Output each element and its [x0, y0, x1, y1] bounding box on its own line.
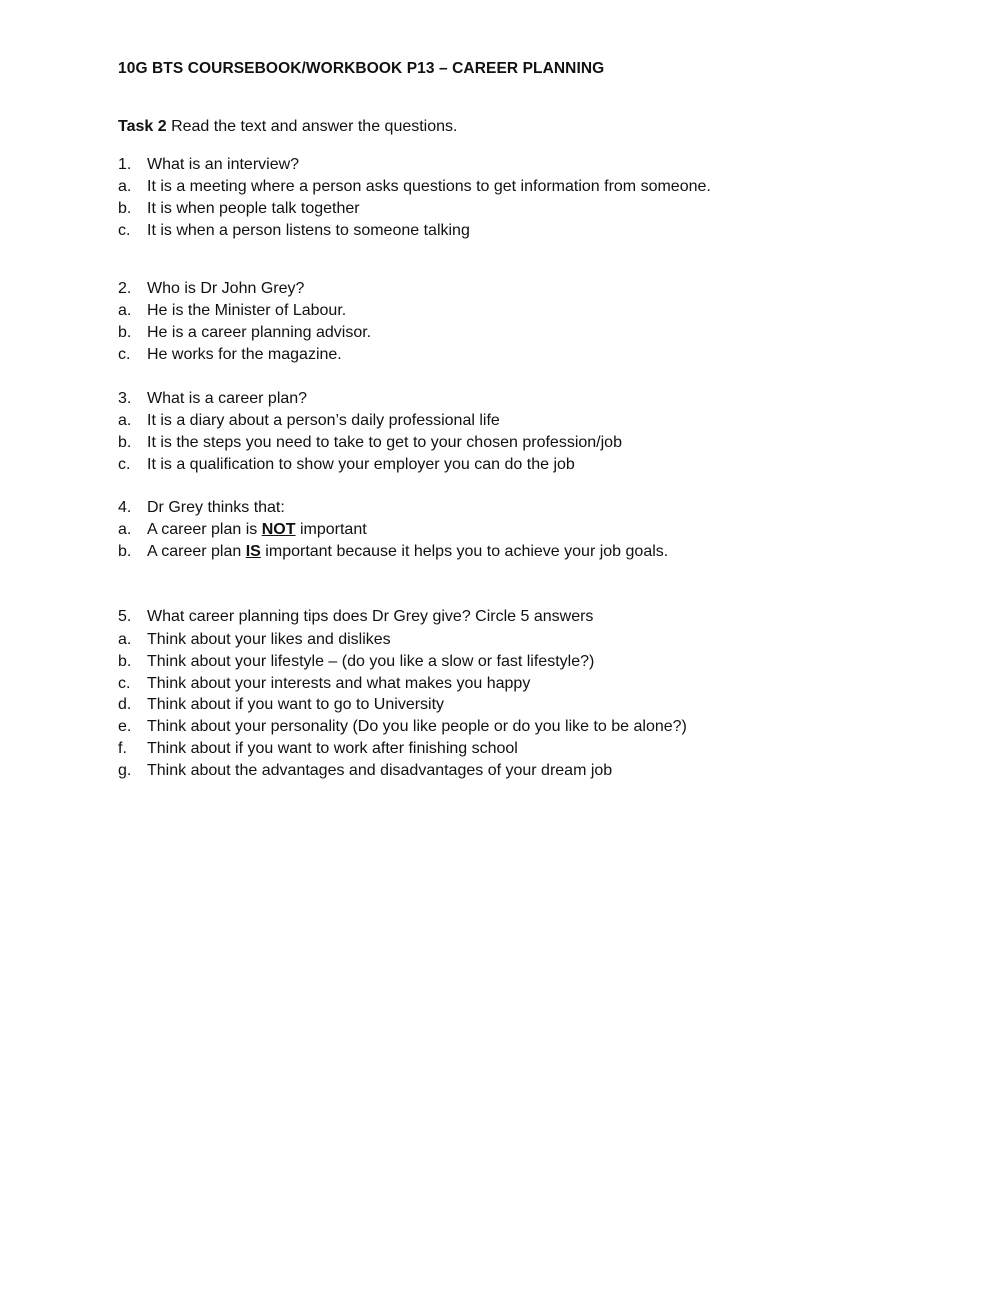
option-letter: a. — [118, 631, 132, 648]
option-letter: c. — [118, 222, 131, 239]
option-letter: b. — [118, 434, 132, 451]
option-text: Think about your lifestyle – (do you like a slow or fast lifestyle?) — [147, 653, 595, 670]
question-text: Who is Dr John Grey? — [147, 280, 305, 297]
option-text: It is a diary about a person’s daily professional life — [147, 412, 500, 429]
option-text-before: A career plan is — [147, 521, 262, 538]
option-letter: b. — [118, 543, 132, 560]
question-number: 5. — [118, 608, 132, 625]
question-text: What career planning tips does Dr Grey give? Circle 5 answers — [147, 608, 594, 625]
option-text: Think about the advantages and disadvantages of your dream job — [147, 762, 613, 779]
question-text: Dr Grey thinks that: — [147, 499, 285, 516]
option-letter: a. — [118, 178, 132, 195]
option-text: He is the Minister of Labour. — [147, 302, 347, 319]
option-letter: b. — [118, 324, 132, 341]
option-text — [147, 519, 367, 541]
option-text: Think about your interests and what makes you happy — [147, 675, 531, 692]
question-number: 4. — [118, 499, 132, 516]
option-text: It is a meeting where a person asks questions to get information from someone. — [147, 178, 711, 195]
option-letter: c. — [118, 456, 131, 473]
option-text: Think about if you want to work after finishing school — [147, 740, 518, 757]
option-text-after: important — [295, 521, 367, 538]
question-text: What is a career plan? — [147, 390, 308, 407]
question-number: 3. — [118, 390, 132, 407]
option-text: It is a qualification to show your employer you can do the job — [147, 456, 575, 473]
option-text — [147, 541, 668, 563]
question-number: 1. — [118, 156, 132, 173]
question-text: What is an interview? — [147, 156, 300, 173]
option-text: Think about your personality (Do you like people or do you like to be alone?) — [147, 718, 687, 735]
option-text-after: important because it helps you to achieve your job goals. — [260, 543, 669, 560]
option-letter: f. — [118, 740, 127, 757]
question-number: 2. — [118, 280, 132, 297]
option-text: Think about if you want to go to University — [147, 696, 445, 713]
emphasis-word: NOT — [261, 521, 296, 538]
option-letter: c. — [118, 346, 131, 363]
option-letter: c. — [118, 675, 131, 692]
option-letter: e. — [118, 718, 132, 735]
task-text: Read the text and answer the questions. — [166, 118, 458, 135]
option-letter: a. — [118, 302, 132, 319]
page-title: 10G BTS COURSEBOOK/WORKBOOK P13 – CAREER PLANNING — [118, 60, 605, 77]
option-text: It is when people talk together — [147, 200, 360, 217]
option-letter: g. — [118, 762, 132, 779]
option-text: It is the steps you need to take to get to your chosen profession/job — [147, 434, 622, 451]
option-text: Think about your likes and dislikes — [147, 631, 391, 648]
emphasis-word: IS — [245, 543, 261, 560]
option-letter: a. — [118, 412, 132, 429]
option-text: He is a career planning advisor. — [147, 324, 372, 341]
option-letter: b. — [118, 653, 132, 670]
option-text-before: A career plan — [147, 543, 246, 560]
option-letter: d. — [118, 696, 132, 713]
option-letter: b. — [118, 200, 132, 217]
task-label: Task 2 — [118, 118, 167, 135]
option-text: He works for the magazine. — [147, 346, 342, 363]
task-instruction — [118, 118, 457, 136]
option-letter: a. — [118, 521, 132, 538]
option-text: It is when a person listens to someone talking — [147, 222, 470, 239]
